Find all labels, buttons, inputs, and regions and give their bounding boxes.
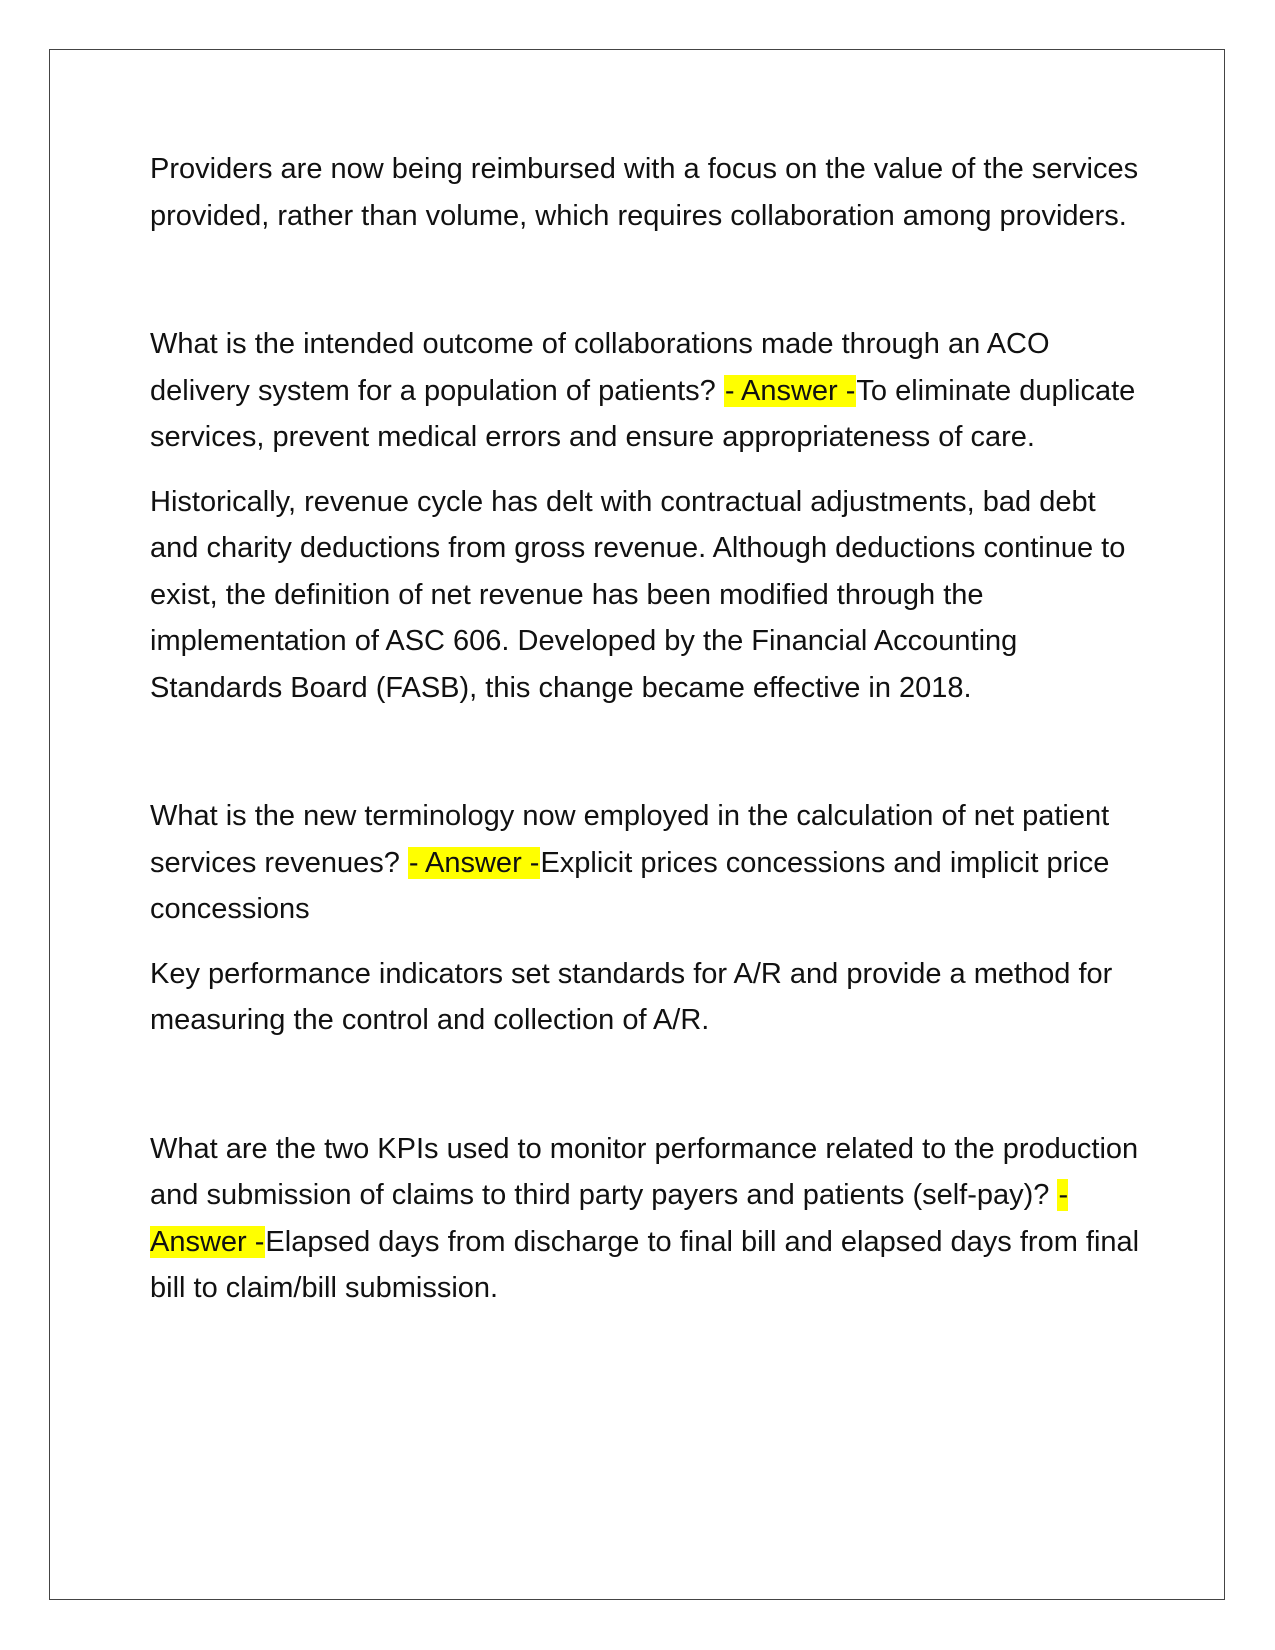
answer-marker: - Answer - <box>150 1179 1069 1258</box>
spacer <box>150 461 1150 479</box>
answer-marker: - Answer - <box>724 374 856 407</box>
answer-text: To eliminate duplicate services, prevent medical errors and ensure appropriateness of care. <box>150 374 1136 453</box>
qa-paragraph <box>150 793 1150 933</box>
spacer <box>150 711 1150 793</box>
spacer <box>150 1044 1150 1126</box>
document-body <box>150 146 1150 1312</box>
question-text: What is the intended outcome of collaborations made through an ACO delivery system for a population of patients? <box>150 328 1050 407</box>
answer-marker: - Answer - <box>408 846 540 879</box>
qa-paragraph <box>150 321 1150 461</box>
answer-text: Elapsed days from discharge to final bill and elapsed days from final bill to claim/bill submission. <box>150 1225 1140 1304</box>
statement-paragraph: Providers are now being reimbursed with a focus on the value of the services provided, rather than volume, which requires collaboration among providers. <box>150 153 1139 232</box>
spacer <box>150 933 1150 951</box>
question-text: What is the new terminology now employed in the calculation of net patient services revenues? <box>150 800 1110 879</box>
question-text: What are the two KPIs used to monitor performance related to the production and submission of claims to third party payers and patients (self-pay)? <box>150 1132 1139 1211</box>
statement-paragraph: Key performance indicators set standards for A/R and provide a method for measuring the control and collection of A/R. <box>150 957 1113 1036</box>
qa-paragraph <box>150 1126 1150 1312</box>
spacer <box>150 239 1150 321</box>
statement-paragraph: Historically, revenue cycle has delt with contractual adjustments, bad debt and charity deductions from gross revenue. Although deductions continue to exist, the definition of net revenue has been modified through the implementation of ASC 606. Developed by the Financial Accounting Standards Board (FASB), this change became effective in 2018. <box>150 485 1126 704</box>
answer-text: Explicit prices concessions and implicit price concessions <box>150 846 1110 925</box>
